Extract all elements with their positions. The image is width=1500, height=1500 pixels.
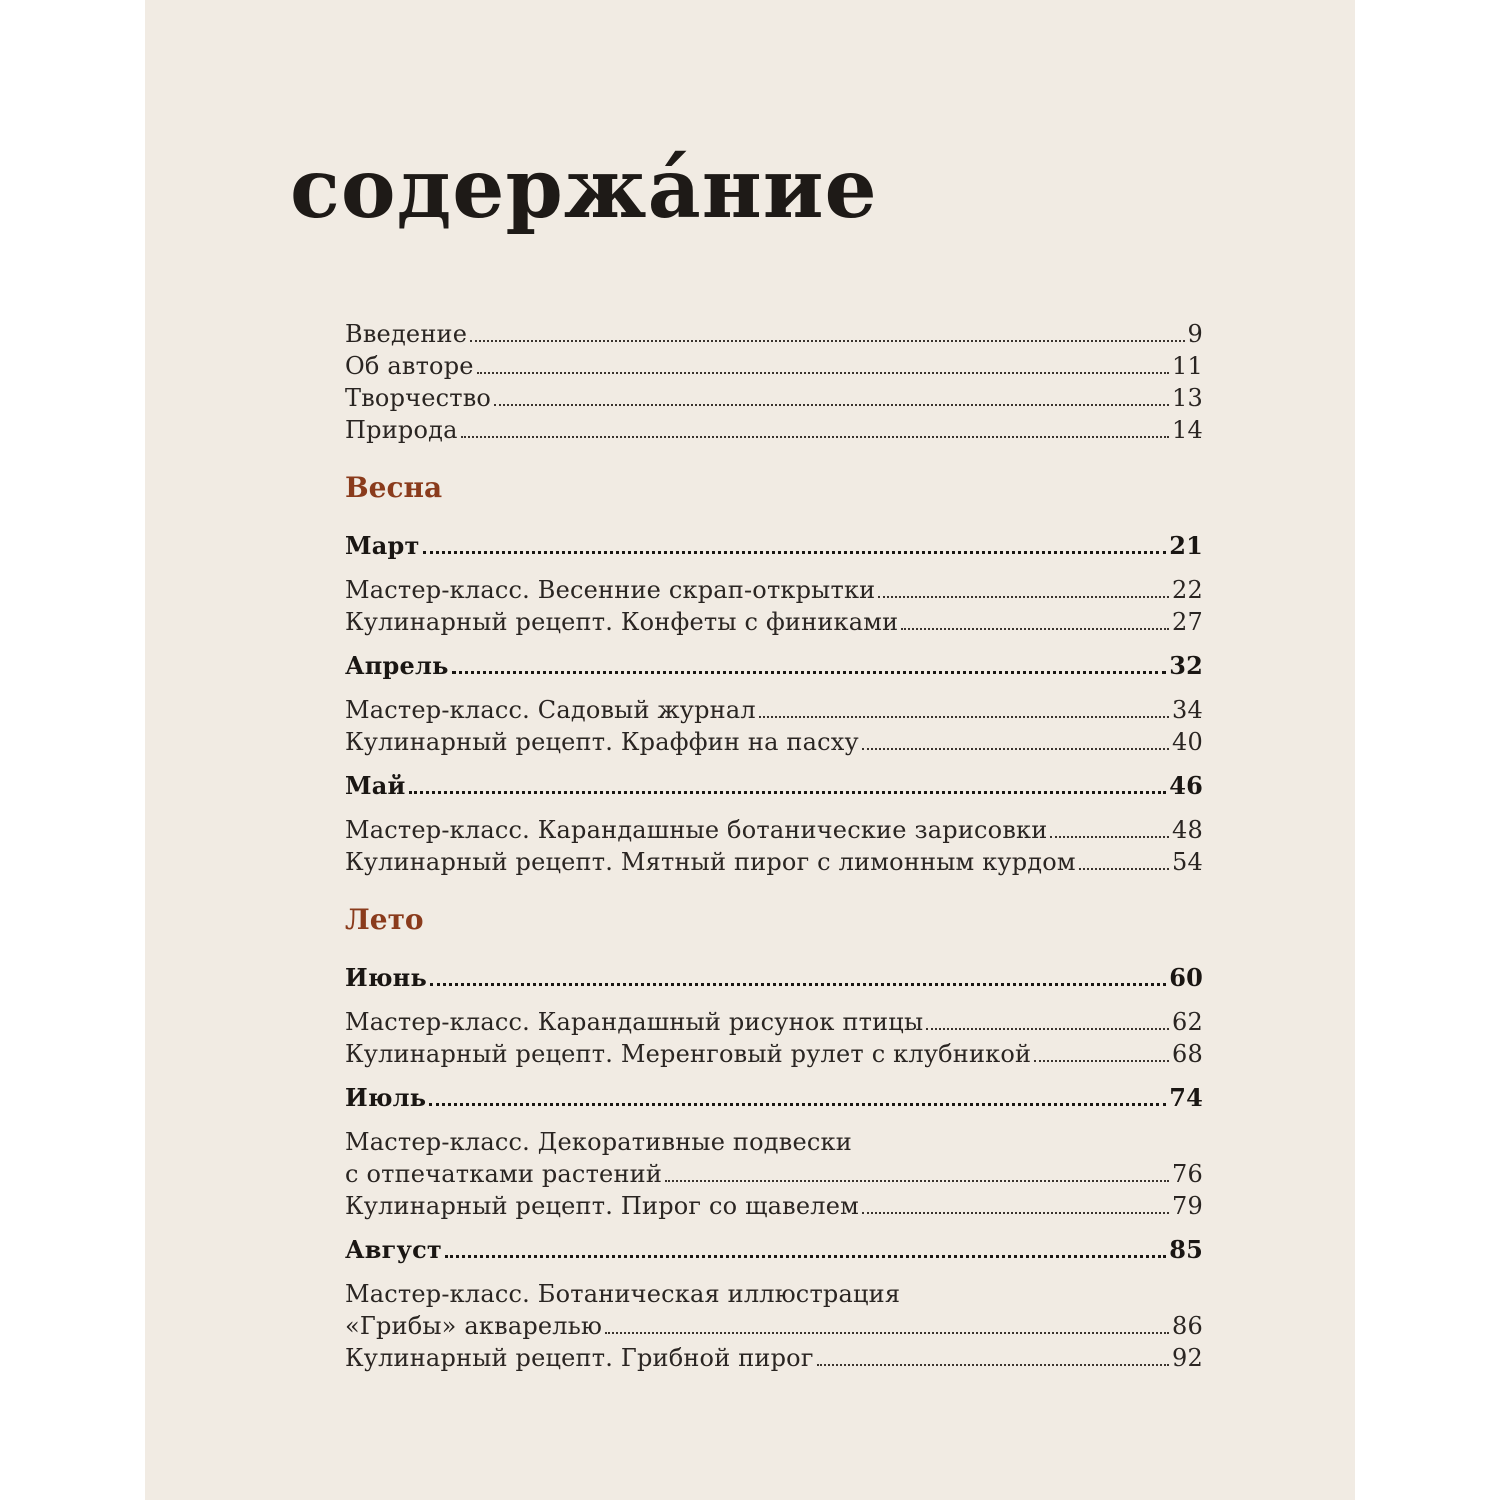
- toc-entry-label: Об авторе: [345, 352, 474, 380]
- toc-entry-page: 22: [1172, 576, 1203, 604]
- toc-entry-page: 92: [1172, 1344, 1203, 1372]
- toc-entry-about-author[interactable]: [345, 350, 1203, 382]
- toc-entry-label: Природа: [345, 416, 458, 444]
- toc-month-march[interactable]: [345, 530, 1203, 562]
- toc-entry[interactable]: [345, 694, 1203, 726]
- toc-month-april[interactable]: [345, 650, 1203, 682]
- toc-entry[interactable]: [345, 1190, 1203, 1222]
- toc-entry[interactable]: [345, 726, 1203, 758]
- table-of-contents: [345, 318, 1203, 1374]
- toc-entry[interactable]: [345, 1038, 1203, 1070]
- toc-entry-page: 48: [1172, 816, 1203, 844]
- toc-month-june[interactable]: [345, 962, 1203, 994]
- toc-entry-label: Август: [345, 1235, 442, 1264]
- toc-entry[interactable]: [345, 846, 1203, 878]
- toc-entry-label: Творчество: [345, 384, 492, 412]
- toc-entry-label: Июнь: [345, 963, 427, 992]
- toc-entry-label: «Грибы» акварелью: [345, 1312, 603, 1340]
- page-title: содержа́ние: [290, 141, 878, 237]
- dot-leader: [817, 1363, 1169, 1366]
- dot-leader: [1050, 835, 1169, 838]
- dot-leader: [445, 1254, 1166, 1258]
- toc-entry[interactable]: [345, 574, 1203, 606]
- toc-entry-label: Мастер-класс. Весенние скрап-открытки: [345, 576, 876, 604]
- toc-entry[interactable]: [345, 1006, 1203, 1038]
- toc-entry-page: 76: [1172, 1160, 1203, 1188]
- section-heading-spring: Весна: [345, 471, 443, 504]
- dot-leader: [878, 595, 1169, 598]
- toc-entry[interactable]: [345, 1158, 1203, 1190]
- toc-entry-label: Кулинарный рецепт. Краффин на пасху: [345, 728, 859, 756]
- toc-entry-creativity[interactable]: [345, 382, 1203, 414]
- dot-leader: [429, 1102, 1166, 1106]
- toc-entry-label: Мастер-класс. Садовый журнал: [345, 696, 756, 724]
- toc-entry-page: 32: [1169, 651, 1203, 680]
- dot-leader: [862, 1211, 1169, 1214]
- toc-entry-page: 11: [1172, 352, 1203, 380]
- book-page: [145, 0, 1355, 1500]
- toc-month-july[interactable]: [345, 1082, 1203, 1114]
- toc-entry-page: 14: [1172, 416, 1203, 444]
- dot-leader: [1079, 867, 1169, 870]
- dot-leader: [470, 339, 1184, 342]
- toc-entry-page: 54: [1172, 848, 1203, 876]
- toc-month-august[interactable]: [345, 1234, 1203, 1266]
- toc-entry-page: 46: [1169, 771, 1203, 800]
- toc-entry-page: 86: [1172, 1312, 1203, 1340]
- dot-leader: [605, 1331, 1169, 1334]
- dot-leader: [423, 550, 1167, 554]
- dot-leader: [430, 982, 1166, 986]
- toc-entry[interactable]: [345, 1310, 1203, 1342]
- dot-leader: [665, 1179, 1169, 1182]
- toc-entry-page: 85: [1169, 1235, 1203, 1264]
- dot-leader: [759, 715, 1169, 718]
- toc-entry-label: с отпечатками растений: [345, 1160, 663, 1188]
- toc-entry-label: Введение: [345, 320, 468, 348]
- toc-entry-label: Май: [345, 771, 406, 800]
- toc-entry-label: Кулинарный рецепт. Меренговый рулет с клубникой: [345, 1040, 1032, 1068]
- toc-entry-label-line[interactable]: Мастер-класс. Ботаническая иллюстрация: [345, 1280, 901, 1308]
- dot-leader: [901, 627, 1169, 630]
- toc-entry-label: Мастер-класс. Карандашный рисунок птицы: [345, 1008, 924, 1036]
- toc-entry-label-line[interactable]: Мастер-класс. Декоративные подвески: [345, 1128, 852, 1156]
- dot-leader: [1034, 1059, 1169, 1062]
- toc-entry-page: 60: [1169, 963, 1203, 992]
- dot-leader: [926, 1027, 1169, 1030]
- dot-leader: [409, 790, 1167, 794]
- toc-entry-intro[interactable]: [345, 318, 1203, 350]
- toc-entry-page: 40: [1172, 728, 1203, 756]
- toc-month-may[interactable]: [345, 770, 1203, 802]
- toc-entry-label: Мастер-класс. Карандашные ботанические зарисовки: [345, 816, 1048, 844]
- toc-entry[interactable]: [345, 606, 1203, 638]
- toc-entry-label: Кулинарный рецепт. Пирог со щавелем: [345, 1192, 859, 1220]
- toc-entry-page: 9: [1187, 320, 1203, 348]
- toc-entry-label: Кулинарный рецепт. Грибной пирог: [345, 1344, 814, 1372]
- toc-entry-page: 74: [1169, 1083, 1203, 1112]
- toc-entry-page: 34: [1172, 696, 1203, 724]
- toc-entry-page: 62: [1172, 1008, 1203, 1036]
- toc-entry[interactable]: [345, 1342, 1203, 1374]
- toc-entry[interactable]: [345, 814, 1203, 846]
- dot-leader: [862, 747, 1169, 750]
- toc-entry-page: 68: [1172, 1040, 1203, 1068]
- toc-entry-label: Апрель: [345, 651, 449, 680]
- dot-leader: [477, 371, 1169, 374]
- toc-entry-label: Июль: [345, 1083, 427, 1112]
- toc-entry-page: 27: [1172, 608, 1203, 636]
- dot-leader: [461, 435, 1169, 438]
- toc-entry-page: 13: [1172, 384, 1203, 412]
- dot-leader: [452, 670, 1167, 674]
- toc-entry-page: 79: [1172, 1192, 1203, 1220]
- dot-leader: [494, 403, 1169, 406]
- toc-entry-page: 21: [1169, 531, 1203, 560]
- toc-entry-label: Кулинарный рецепт. Мятный пирог с лимонным курдом: [345, 848, 1076, 876]
- toc-entry-nature[interactable]: [345, 414, 1203, 446]
- toc-entry-label: Март: [345, 531, 420, 560]
- section-heading-summer: Лето: [345, 903, 424, 936]
- toc-entry-label: Кулинарный рецепт. Конфеты с финиками: [345, 608, 899, 636]
